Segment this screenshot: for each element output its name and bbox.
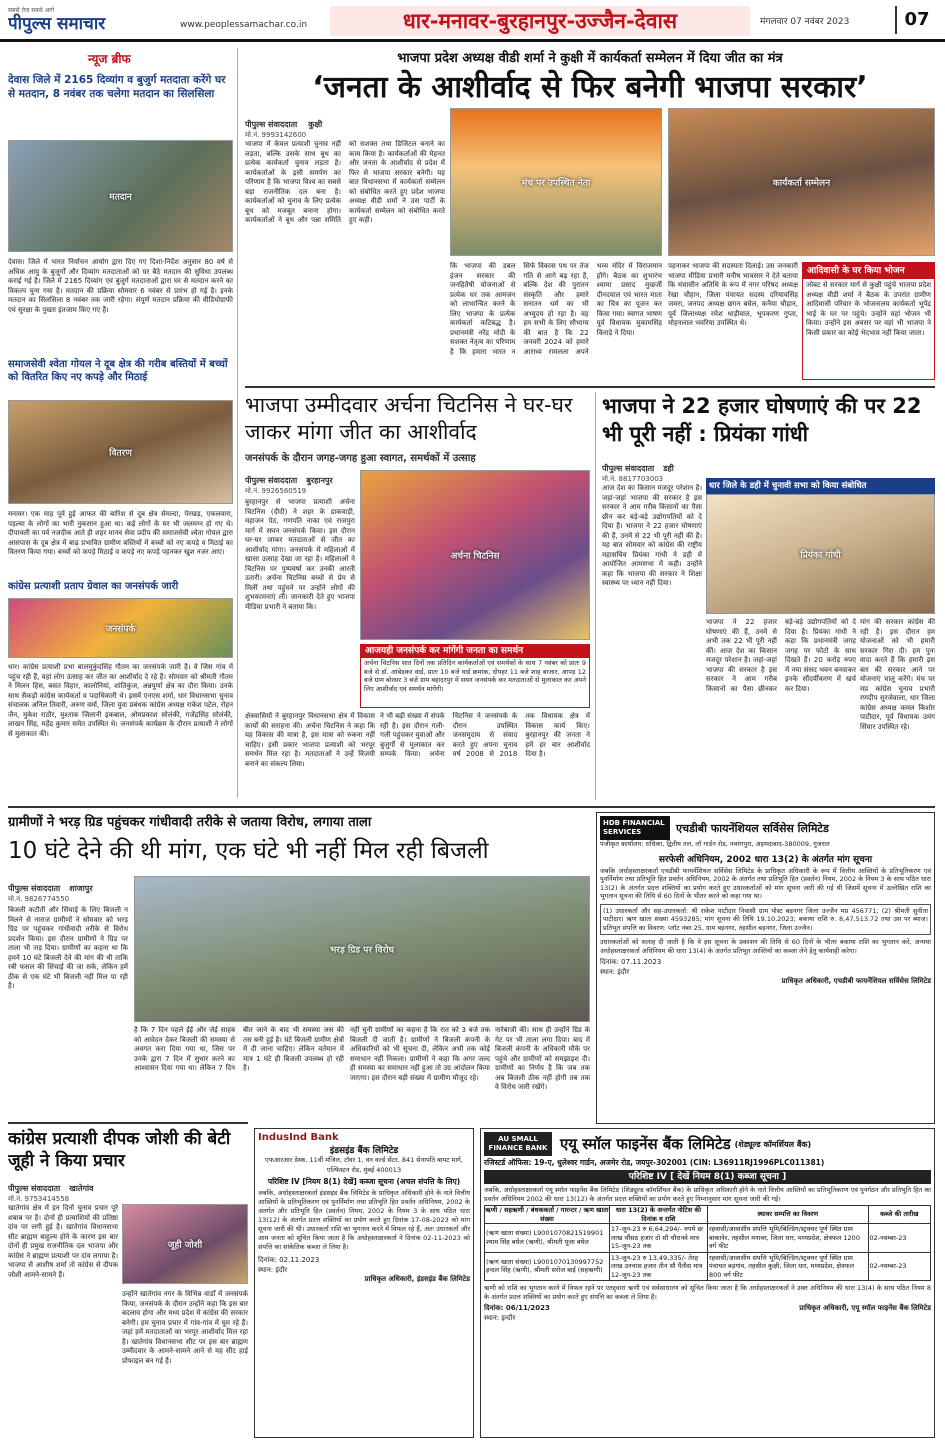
archana-box-head: आजयही जनसंपर्क कर मांगेंगी जनता का समर्थन	[361, 645, 589, 658]
byline-place: कुक्षी	[308, 120, 323, 129]
table-row	[485, 1224, 931, 1253]
au-col-property: स्थावर सम्पत्ति का विवरण	[707, 1206, 868, 1224]
archana-body-1: बुरहानपुर से भाजपा प्रत्याशी अर्चना चिटनिस (दीदी) ने शहर के डाकवाड़ी, महाजन पेठ, गणपति नाका एवं राजपुरा मार्ग में सघन जनसंपर्क किया। इस दौरान घर-घर जाकर मतदाताओं से जीत का आशीर्वाद मांगा। जनसंपर्क में महिलाओं में खासा उत्साह देखा जा रहा है। महिलाओं ने चिटनिस पर पुष्पवर्षा कर उनकी आरती उतारी। अर्चना चिटनिस बच्चों से प्रेम से मिलीं तथा पहुंचने पर उन्होंने लोगों की शुभकामनाएं लीं। जानकारी देते हुए भाजपा मीडिया प्रभारी ने बताया कि।	[245, 498, 355, 611]
byline-name: पीपुल्स संवाददाता	[245, 476, 298, 485]
table-row	[485, 1252, 931, 1281]
archana-headline: भाजपा उम्मीदवार अर्चना चिटनिस ने घर-घर जाकर मांगा जीत का आशीर्वाद	[245, 393, 573, 444]
grid-body-4: नारेबाजी की। साथ ही उन्होंने ग्रिड के गेट पर भी ताला लगा दिया। बाद में बिजली कंपनी के अधिकारी मौके पर पहुंचे और ग्रामीणों को समझाइश दी। ग्रामीणों का निर्णय है कि जब तक अब बिजली ठीक नहीं होगी तब तक वे विरोध जारी रखेंगे।	[495, 1026, 590, 1091]
au-date: दिनांक: 06/11/2023	[484, 1304, 550, 1312]
archana-body-2: क्षेत्रवासियों ने बुरहानपुर विधानसभा क्षेत्र में विकास कार्यों की सराहना की। अर्चना चिटनिस ने कहा कि यह विकास की यात्रा है, इस यात्रा को रुकना नहीं चाहिए। इसी प्रकार भाजपा प्रत्याशी को भरपूर समर्थन मिल रहा है। मतदाताओं ने उन्हें विजयी बनाने का संकल्प लिया।	[245, 712, 375, 768]
archana-box	[360, 644, 590, 708]
indusind-logo: IndusInd Bank	[258, 1132, 339, 1143]
au-cell-notice: 13-जून-23 रु 13,49,335/- तेरह लाख उनचास हजार तीन सौ पैंतीस मात्र 12-जून-23 तक	[609, 1252, 707, 1281]
archana-body-3: ने भी बढ़ी संख्या में संपर्क रही है। इस दौरान गली-गली पहुंचकर युवाओं और बुजुर्गों से मुलाकात कर सम्पर्क किया। अर्चना चिटनिस ने जनसंपर्क के दौरान उपस्थित जनसमुदाय से संवाद करते हुए अपना चुनाव वर्ष 2008 से 2018 तक विधायक क्षेत्र में विकास कार्य किए। बुरहानपुर की जनता ने हमें हर बार आशीर्वाद दिया है।	[380, 712, 590, 758]
au-cell-notice: 17-जून-23 रु 6,64,294/- रुपये छः लाख चौंसठ हजार दो सौ चौरानवे मात्र 15-जून-23 तक	[609, 1224, 707, 1253]
hdb-title: सरफेसी अधिनियम, 2002 धारा 13(2) के अंतर्गत मांग सूचना	[658, 854, 873, 865]
au-cell-date: 02-नवम्बर-23	[868, 1252, 930, 1281]
hdb-place: स्थान: इंदौर	[600, 967, 630, 976]
grid-headline: 10 घंटे देने की थी मांग, एक घंटे भी नहीं मिल रही बिजली	[8, 838, 489, 864]
byline-place: डही	[663, 464, 674, 473]
au-logo: AU SMALL FINANCE BANK	[484, 1132, 552, 1156]
au-table	[484, 1205, 931, 1281]
grid-body-2: है कि 7 दिन पहले ईई और जेई साहब को आवेदन देकर बिजली की समस्या से अवगत करा दिया गया था, जिस पर उनके द्वारा 7 दिन में सुधार करने का आश्वासन दिया गया था। लेकिन 7 दिन बीत जाने के बाद भी समस्या जस की तस बनी हुई है। घंटे बिजली ग्रामीण क्षेत्रों में दी जाना चाहिए। लेकिन वर्तमान में मात्र 1 घंटे ही बिजली उपलब्ध हो रही है।	[134, 1026, 344, 1072]
sidebar-head: आदिवासी के घर किया भोजन	[803, 263, 934, 279]
au-col-notice: धारा 13(2) के अन्तर्गत नोटिस की दिनांक व राशि	[609, 1206, 707, 1224]
priyanka-headline: भाजपा ने 22 हजार घोषणाएं की पर 22 भी पूरी नहीं : प्रियंका गांधी	[602, 394, 922, 446]
byline-mobile: मो.नं. 9993142600	[245, 131, 307, 139]
indusind-date: दिनांक: 02.11.2023	[258, 1256, 320, 1264]
page-number: 07	[895, 6, 937, 34]
byline-name: पीपुल्स संवाददाता	[8, 1184, 61, 1193]
juhi-byline	[8, 1176, 208, 1204]
top-story-kicker: भाजपा प्रदेश अध्यक्ष वीडी शर्मा ने कुक्षी में कार्यकर्ता सम्मेलन में दिया जीत का मंत्र	[397, 51, 783, 66]
masthead	[0, 0, 945, 42]
au-address: रजिस्टर्ड ऑफिस: 19-ए, धुलेश्वर गार्डन, अजमेर रोड, जयपुर-302001 (CIN: L36911RJ1996PLC011381)	[484, 1158, 825, 1167]
priyanka-byline	[602, 456, 722, 484]
top-story-crowd-photo: कार्यकर्ता सम्मेलन	[668, 108, 935, 256]
priyanka-body-3: मांग की सरकार कांग्रेस की रही है। इस दौरान हम योजनाओं को भी हमारी सरकार गिरा दी। हम पुनः वादा करते हैं कि हमारी इस बार की सरकार आने पर योजनाएं चालू करेंगे। मंच पर मप्र कांग्रेस चुनाव प्रभारी रणदीप सुरजेवाला, धार जिला कांग्रेस अध्यक्ष कमल किशोर पाटीदार, पूर्व विधायक उमंग सिंघार उपस्थित रहे।	[860, 618, 935, 731]
au-col-borrower: ऋणी / सहऋणी / बंधककर्ता / गारन्टर / ऋण खाता संख्या	[485, 1206, 609, 1223]
news-brief-label: न्यूज ब्रीफ	[88, 52, 131, 66]
hdb-address: पंजीकृत कार्यालय: राधिका, द्वितीय तल, लॉ गार्डन रोड, नवरंगपुरा, अहमदाबाद-380009, गुजरात	[600, 840, 830, 848]
juhi-headline: कांग्रेस प्रत्याशी दीपक जोशी की बेटी जूही ने किया प्रचार	[8, 1129, 231, 1171]
archana-box-body: अर्चना चिटनिस सात दिनों तक प्रतिदिन कार्यकर्ताओं एवं समर्थकों के साथ 7 नवंबर को प्रातः 9 बजे से डॉ. आंबेडकर वार्ड, प्रातः 10 बजे वार्ड क्रमांक, दोपहर 11 बजे शाह बाजार, आपड़ 12 बजे ग्राम बोरसर 3 बजे ग्राम बहादरपुर में सघन जनसंपर्क कर मतदाताओं से मुलाकात कर अपने लिए आशीर्वाद एवं समर्थन मांगेंगी।	[364, 659, 586, 693]
au-signatory: प्राधिकृत अधिकारी, एयू स्मॉल फाइनेंस बैंक लिमिटेड	[799, 1304, 931, 1312]
brief-1-headline: देवास जिले में 2165 दिव्यांग व बुजुर्ग मतदाता करेंगे घर से मतदान, 8 नवंबर तक चलेगा मतदान का सिलसिला	[8, 74, 226, 100]
indusind-address: एफआरआर डेस्क, 11वीं मंजिल, टॉवर 1, वन वर्ल्ड सेंटर, 841 सेनापति बापट मार्ग, एल्फिंस्टन रोड, मुंबई 400013	[265, 1156, 463, 1174]
au-cell-borrower: (ऋण खाता संख्या) L9001070821519901 श्याम सिंह बघेल (ऋणी), श्रीमती पूजा बघेल	[485, 1224, 610, 1253]
indusind-body: जबकि, अधोहस्ताक्षरकर्ता इंडसइंड बैंक लिमिटेड के प्राधिकृत अधिकारी होने के नाते वित्तीय आस्तियों के प्रतिभूतिकरण एवं पुनर्निर्माण तथा प्रतिभूति हित प्रवर्तन अधिनियम, 2002 के अंतर्गत और प्रतिभूति हित (प्रवर्तन) नियम, 2002 के नियम 3 के साथ पठित धारा 13(12) के अंतर्गत प्रदत्त शक्तियों का प्रयोग करते हुए दिनांक 17-08-2023 को मांग सूचना जारी की थी। उधारकर्ता राशि का भुगतान करने में विफल रहे हैं, अतः उधारकर्ता और आम जनता को सूचित किया जाता है कि अधोहस्ताक्षरकर्ता ने दिनांक 02-11-2023 को संपत्ति का सांकेतिक कब्जा ले लिया है।	[258, 1189, 470, 1251]
paper-name: पीपुल्स समाचार	[8, 14, 106, 34]
byline-name: पीपुल्स संवाददाता	[8, 884, 61, 893]
brief-2-body: मनावर। एक माह पूर्व हुई आफत की बारिश से दूब क्षेत्र सेमल्दा, पेरखड़, एकलवारा, पड़ल्या के लोगों का भारी नुकसान हुआ था। कई लोगों के घर भी जलमग्न हो गए थे। दीपावली का पर्व नजदीक आते ही शहर मानव सेवा प्रदीप की समाजसेवी श्वेता गोयल द्वारा आसपास के दूब क्षेत्र में बाढ़ प्रभावित ग्रामीण बस्तियों में बच्चों को नए कपड़े व मिठाई का वितरण किया गया। बच्चों को कपड़े मिठाई व कपड़े नए कपड़े पहनकर खुश नजर आए।	[8, 510, 233, 556]
indusind-signatory: प्राधिकृत अधिकारी, इंडसइंड बैंक लिमिटेड	[364, 1275, 470, 1283]
indusind-place: स्थान: इंदौर	[258, 1265, 288, 1274]
indusind-title: परिशिष्ट IV [नियम 8(1) देखें] कब्जा सूचना (अचल संपत्ति के लिए)	[267, 1177, 461, 1186]
issue-date: मंगलवार 07 नवंबर 2023	[760, 17, 850, 27]
byline-mobile: मो.नं. 9826774550	[8, 895, 70, 903]
juhi-body-2: उन्होंने खातेगांव नगर के विभिन्न वार्डों में जनसंपर्क किया, जनसंपर्क के दौरान उन्होंने कहा कि इस बार बदलाव होगा और मध्य प्रदेश में कांग्रेस की सरकार बनेगी। हम चुनाव प्रचार में गांव-गांव में घूम रहे हैं। जहां हमें मतदाताओं का भरपूर आशीर्वाद मिल रहा है। खातेगांव विधानसभा सीट पर इस बार ब्राह्मण उम्मीदवार के आमने-सामने आने से यह सीट हाई प्रोफाइल बन गई है।	[122, 1290, 248, 1365]
hdb-signatory: प्राधिकृत अधिकारी, एचडीबी फायनेंशियल सर्विसेस लिमिटेड	[781, 977, 931, 985]
archana-byline	[245, 468, 365, 496]
top-story-body-2: कि भाजपा की डबल इंजन सरकार की जनहितैषी योजनाओं से प्रत्येक घर तक आमजन को लाभान्वित करने के लिए भाजपा के प्रत्येक कार्यकर्ता कटिबद्ध है। प्रधानमंत्री नरेंद्र मोदी के सशक्त नेतृत्व का परिणाम है कि हमारा भारत न सिर्फ विकास पथ पर तेज गति से आगे बढ़ रहा है, बल्कि देश की पुरातन संस्कृति और हमारे सनातन धर्म का भी अभ्युदय हो रहा है। वह हम सभी के लिए सौभाग्य की बात है कि 22 जनवरी 2024 को हमारे आराध्य रामलला अपने भव्य मंदिर में विराजमान होंगे। बैठक का शुभारंभ श्यामा प्रसाद मुखर्जी दीनदयाल एवं भारत माता का चित्र का पूजन कर किया गया। स्वागत भाषण पूर्व विधायक मुकामसिंह किराड़े ने दिया।	[450, 262, 662, 356]
grid-photo: भरड़ ग्रिड पर विरोध	[134, 876, 590, 1022]
brief-2-photo: वितरण	[8, 400, 233, 504]
au-notice	[480, 1128, 935, 1438]
archana-subhead: जनसंपर्क के दौरान जगह-जगह हुआ स्वागत, समर्थकों में उत्साह	[245, 453, 476, 464]
hdb-body: जबकि अधोहस्ताक्षरकर्ता एचडीबी फायनेंशियल सर्विसेस लिमिटेड के प्राधिकृत अधिकारी के रूप में वित्तीय आस्तियों के प्रतिभूतिकरण एवं पुनर्निर्माण तथा प्रतिभूति हित प्रवर्तन अधिनियम, 2002 के अंतर्गत तथा प्रतिभूति हित (प्रवर्तन) नियम, 2002 के नियम 3 के साथ पठित धारा 13(2) के अंतर्गत प्रदत्त शक्तियों का प्रयोग करते हुए उधारकर्ताओं को मांग सूचना जारी की गई थी जिसमें सूचना में उल्लेखित राशि का भुगतान सूचना की तिथि से 60 दिनों के भीतर करने को कहा गया था।	[600, 866, 931, 900]
byline-name: पीपुल्स संवाददाता	[602, 464, 655, 473]
brief-1-photo: मतदान	[8, 140, 233, 252]
paper-tagline: सबसे तेज सबसे आगे	[8, 7, 55, 14]
byline-mobile: मो.नं. 9753414558	[8, 1195, 70, 1203]
priyanka-body-1: आज देश का किसान मजदूर परेशान है। जहां-जहां भाजपा की सरकार है इस सरकार ने आम गरीब किसानों का पैसा छीन कर बड़े-बड़े उद्योगपतियों को दे दिया है। भाजपा ने 22 हजार घोषणाएं की हैं, उनमें से 22 भी पूरी नहीं की हैं। यह बात सोमवार को कांग्रेस की राष्ट्रीय महासचिव प्रियंका गांधी ने डही में आयोजित आमसभा में कही। उन्होंने कहा कि भाजपा की सरकार ने शिक्षा स्वास्थ्य पर ध्यान नहीं दिया।	[602, 484, 702, 587]
byline-name: पीपुल्स संवाददाता	[245, 120, 298, 129]
au-intro: जबकि, अधोहस्ताक्षरकर्ता एयू स्मॉल फाइनेंस बैंक लिमिटेड (शिड्यूल्ड कॉमर्शियल बैंक) के प्राधिकृत अधिकारी होने के नाते वित्तीय आस्तियों का प्रतिभूतिकरण एवं पुनर्गठन और प्रतिभूति हित का प्रवर्तन अधिनियम 2002 की धारा 13(12) के अंतर्गत प्रदत्त शक्तियों का प्रयोग करते हुए निम्नानुसार मांग सूचना जारी की गई।	[484, 1186, 931, 1203]
brief-3-body: धार। कांग्रेस प्रत्याशी प्रभा बालमुकुंदसिंह गौतम का जनसंपर्क जारी है। वे जिस गांव में पहुंच रही हैं, वहां लोग उत्साह कर जीत का आशीर्वाद दे रहे हैं। सोमवार को श्रीमती गौतम ने मिलन हिस, बसंत विहार, कालोनियां, शांतिकुंज, अन्नपूर्णा क्षेत्र का दौरा किया। उनके साथ सैकड़ों कांग्रेस कार्यकर्ता व पदाधिकारी थे। इसमें एनएस शर्मा, धार विधानसभा चुनाव संचालक अनिल तिवारी, अरुण वर्मा, जिला युवा प्रबंधक कांग्रेस अध्यक्ष राकेश पटेल, रोहन जैन, मुकेश राठौर, मुश्ताक जिलानी इकबाल, ओमप्रकाश सोलंकी, गजेंद्रसिंह सोलंकी, लाखन सिंह, महेंद्र कुमार समेत उपस्थित थे। जनसंपर्क कार्यक्रम के दौरान प्रत्याशी ने लोगों से मुलाकात की।	[8, 663, 233, 738]
sidebar-body: जोबट से सरकार मार्ग से कुक्षी पहुंचे भाजपा प्रदेश अध्यक्ष वीडी शर्मा ने बैठक के उपरांत ग्रामीण आदिवासी परिवार के भोजनालय कार्यकर्ता भूपेंद्र भाई के घर पर पहुंचे। उन्होंने वहां भोजन भी किया। उन्होंने इस अवसर पर वहां भी भाजपा ने किसी प्रकार का कोई भेदभाव नहीं किया जाता।	[806, 281, 931, 337]
au-cell-property: रहवासी/आवासीय संपत्ति भूमि/बिल्डिंग/स्ट्रक्चर पूर्ण स्थित ग्राम पंचायत बड़गांव, तहसील कुक्षी, जिला धार, मध्यप्रदेश, क्षेत्रफल 800 वर्ग फीट	[707, 1252, 868, 1281]
byline-place: शाजापुर	[69, 884, 93, 893]
indusind-notice	[254, 1128, 474, 1438]
indusind-company: इंडसइंड बैंक लिमिटेड	[329, 1146, 399, 1156]
hdb-borrower: (1) उधारकर्ता और सह-उधारकर्ता: श्री राकेश पाटीदार निवासी ग्राम पोस्ट बड़नगर जिला उज्जैन मप्र 456771; (2) श्रीमती सुनीता पाटीदार। ऋण खाता संख्या 4593285; मांग सूचना की तिथि 19.10.2023; बकाया राशि रु. 8,47,513.72 तथा उस पर ब्याज। प्रतिभूत संपत्ति का विवरण: प्लॉट नंबर 25, ग्राम बड़नगर, तहसील बड़नगर, जिला उज्जैन।	[600, 904, 931, 936]
au-cell-date: 02-नवम्बर-23	[868, 1224, 930, 1253]
hdb-footer: उधारकर्ताओं को सलाह दी जाती है कि वे इस सूचना के प्रकाशन की तिथि से 60 दिनों के भीतर बकाया राशि का भुगतान करें, अन्यथा अधोहस्ताक्षरकर्ता अधिनियम की धारा 13(4) के अंतर्गत प्रतिभूत आस्तियों का कब्जा लेने हेतु कार्यवाही करेगा।	[600, 938, 931, 955]
au-company-en: (शेड्यूल्ड कॉमर्शियल बैंक)	[734, 1139, 812, 1149]
grid-body-1: बिजली कटौती और सिंचाई के लिए बिजली न मिलने से नाराज ग्रामीणों ने सोमवार को भरड़ ग्रिड पर पहुंचकर गांधीवादी तरीके से विरोध प्रदर्शन किया। इस दौरान ग्रामीणों ने ग्रिड पर ताला भी जड़ दिया। ग्रामीणों का कहना था कि हमने 10 घंटे बिजली देने की मांग की थी ताकि रबी फसल की सिंचाई की जा सके, लेकिन हमें ठीक से एक घंटे भी बिजली नहीं मिल पा रही है।	[8, 906, 128, 990]
au-cell-borrower: (ऋण खाता संख्या) L9001070130997752 इन्दल सिंह (ऋणी), श्रीमती सरोज बाई (सहऋणी)	[485, 1252, 610, 1281]
archana-photo: अर्चना चिटनिस	[360, 470, 590, 640]
au-col-date: कब्जे की तारीख	[868, 1206, 930, 1224]
byline-mobile: मो.नं. 8817703003	[602, 475, 664, 483]
au-place: स्थान: इन्दौर	[484, 1313, 516, 1322]
hdb-notice	[596, 812, 935, 1124]
byline-place: खातेगांव	[69, 1184, 94, 1193]
edition-title: धार-मनावर-बुरहानपुर-उज्जैन-देवास	[330, 6, 750, 36]
paper-logo[interactable]	[8, 6, 168, 34]
hdb-date: दिनांक: 07.11.2023	[600, 958, 662, 966]
byline-place: बुरहानपुर	[306, 476, 333, 485]
website[interactable]: www.peoplessamachar.co.in	[180, 20, 308, 30]
brief-3-headline: कांग्रेस प्रत्याशी प्रताप ग्रेवाल का जनसंपर्क जारी	[8, 581, 179, 592]
top-story-photo: मंच पर उपस्थित नेता	[450, 108, 662, 256]
juhi-body-1: खातेगांव क्षेत्र में इन दिनों चुनाव प्रचार पूरे शबाब पर है। दोनों ही प्रत्याशियों की प्रतिष्ठा दांव पर लगी हुई है। खातेगांव विधानसभा सीट ब्राह्मण बाहुल्य होने के कारण इस बार दोनों ही प्रमुख राजनीतिक दल भाजपा और कांग्रेस ने ब्राह्मण प्रत्याशी पर दांव लगाया है। भाजपा से आशीष शर्मा तो कांग्रेस से दीपक जोशी आमने-सामने हैं।	[8, 1204, 118, 1279]
priyanka-body-2: भाजपा ने 22 हजार घोषणाएं की हैं, उनमें से अभी तक 22 भी पूरी नहीं कीं। आज देश का किसान मजदूर परेशान है। जहां-जहां भाजपा की सरकार है इस सरकार ने आम गरीब किसानों का पैसा छीनकर बड़े-बड़े उद्योगपतियों को दे दिया है। प्रियंका गांधी ने कहा कि प्रधानमंत्री जगह जगह पर फोटो के साथ दिखते हैं। 20 करोड़ रुपए में नया संसद भवन बनवाकर इनके सौंदर्यीकरण में खर्च कर दिया।	[706, 618, 856, 693]
hdb-logo: HDB FINANCIAL SERVICES	[600, 816, 670, 840]
brief-2-headline: समाजसेवी श्वेता गोयल ने दूब क्षेत्र की गरीब बस्तियों में बच्चों को वितरित किए नए कपड़े और मिठाई	[8, 359, 228, 383]
hdb-company: एचडीबी फायनेंशियल सर्विसेस लिमिटेड	[676, 821, 829, 835]
au-footer: ऋणी को राशि का भुगतान करने में विफल रहने पर एतद्द्वारा ऋणी एवं सर्वसाधारण को सूचित किया जाता है कि अधोहस्ताक्षरकर्ता ने उक्त अधिनियम की धारा 13(4) के साथ पठित नियम 8 के अंतर्गत प्रदत्त शक्तियों का प्रयोग करते हुए संपत्ति का कब्जा ले लिया है।	[484, 1284, 931, 1301]
au-company: एयू स्मॉल फाइनेंस बैंक लिमिटेड	[560, 1135, 731, 1153]
brief-1-body: देवास। जिले में भारत निर्वाचन आयोग द्वारा दिए गए दिशा-निर्देश अनुसार 80 वर्ष से अधिक आयु के बुजुर्गों और दिव्यांग मतदाताओं को घर बैठे मतदान की सुविधा उपलब्ध कराई गई है। जिले में 2165 दिव्यांग एवं बुजुर्ग मतदाताओं द्वारा घर से मतदान करने का विकल्प चुना गया है। मतदान की प्रक्रिया सोमवार 6 नवंबर से प्रारंभ हो गई है। इनके मतदान का सिलसिला 8 नवंबर तक जारी रहेगा। संपूर्ण मतदान प्रक्रिया की वीडियोग्राफी एवं सुरक्षा के पुख्ता इंतजाम किए गए हैं।	[8, 258, 233, 314]
brief-3-photo: जनसंपर्क	[8, 598, 233, 658]
au-cell-property: रहवासी/आवासीय संपत्ति भूमि/बिल्डिंग/स्ट्रक्चर पूर्ण स्थित ग्राम बाकानेर, तहसील मनावर, जिला धार, मध्यप्रदेश, क्षेत्रफल 1200 वर्ग फीट	[707, 1224, 868, 1253]
top-story-body-1: भाजपा में केवल प्रत्याशी चुनाव नहीं लड़ता, बल्कि उसके साथ बूथ का प्रत्येक कार्यकर्ता चुनाव लड़ता है। कार्यकर्ताओं के इसी समर्पण का परिणाम है कि भाजपा विश्व का सबसे बड़ा राजनीतिक दल बना है। कार्यकर्ताओं को चुनाव के लिए प्रत्येक बूथ को मजबूत बनाना होगा। कार्यकर्ताओं ने बूथ और पन्ना समिति को सशक्त तथा डिजिटल बनाने का काम किया है। कार्यकर्ताओं की मेहनत और जनता के आशीर्वाद से प्रदेश में फिर से भाजपा सरकार बनेगी। यह बात विधानसभा में कार्यकर्ता सम्मेलन को संबोधित करते हुए प्रदेश भाजपा अध्यक्ष वीडी शर्मा ने उस पार्टी के कार्यकर्ता सम्मेलन को संबोधित करते हुए कही।	[245, 140, 445, 224]
au-title: परिशिष्ट IV [ देखें नियम 8(1) कब्जा सूचना ]	[484, 1170, 931, 1184]
priyanka-photo: प्रियंका गांधी	[706, 494, 935, 614]
top-story-headline: ‘जनता के आशीर्वाद से फिर बनेगी भाजपा सरकार’	[312, 70, 868, 105]
grid-byline	[8, 876, 128, 904]
grid-kicker: ग्रामीणों ने भरड़ ग्रिड पहुंचकर गांधीवादी तरीके से जताया विरोध, लगाया ताला	[8, 815, 372, 830]
grid-body-3: नहीं चुनी ग्रामीणों का कहना है कि रात को 3 बजे तक बिजली दी जाती है। ग्रामीणों ने बिजली कंपनी के अधिकारियों को भी सूचना दी, लेकिन अभी तक कोई समाधान नहीं निकला। ग्रामीणों ने कहा कि अगर जल्द ही समस्या का समाधान नहीं हुआ तो उग्र आंदोलन किया जाएगा। इस दौरान बड़ी संख्या में ग्रामीण मौजूद रहे।	[350, 1026, 490, 1082]
top-story-body-3: पहनाकर भाजपा की सदस्यता दिलाई। उस जनकारी भाजपा मीडिया प्रभारी मनीष भावसार ने देते बताया कि मंचासीन अतिथि के रूप में नगर परिषद अध्यक्ष रेखा चौहान, जिला पंचायत सदस्य दरियावसिंह जमरा, जनपद अध्यक्ष छगन बघेल, कनैया चौहान, पूर्व जिलाध्यक्ष रमेश धाड़ीवाल, भूपकरण गुप्ता, मोहनलाल भवरिया उपस्थित थे।	[668, 262, 798, 327]
juhi-photo: जूही जोशी	[122, 1204, 248, 1284]
sidebar-box	[802, 262, 935, 380]
byline-mobile: मो.नं. 9926560519	[245, 487, 307, 495]
top-story-byline	[245, 112, 445, 140]
priyanka-photo-banner: धार जिले के डही में चुनावी सभा को किया संबोधित	[706, 478, 935, 494]
